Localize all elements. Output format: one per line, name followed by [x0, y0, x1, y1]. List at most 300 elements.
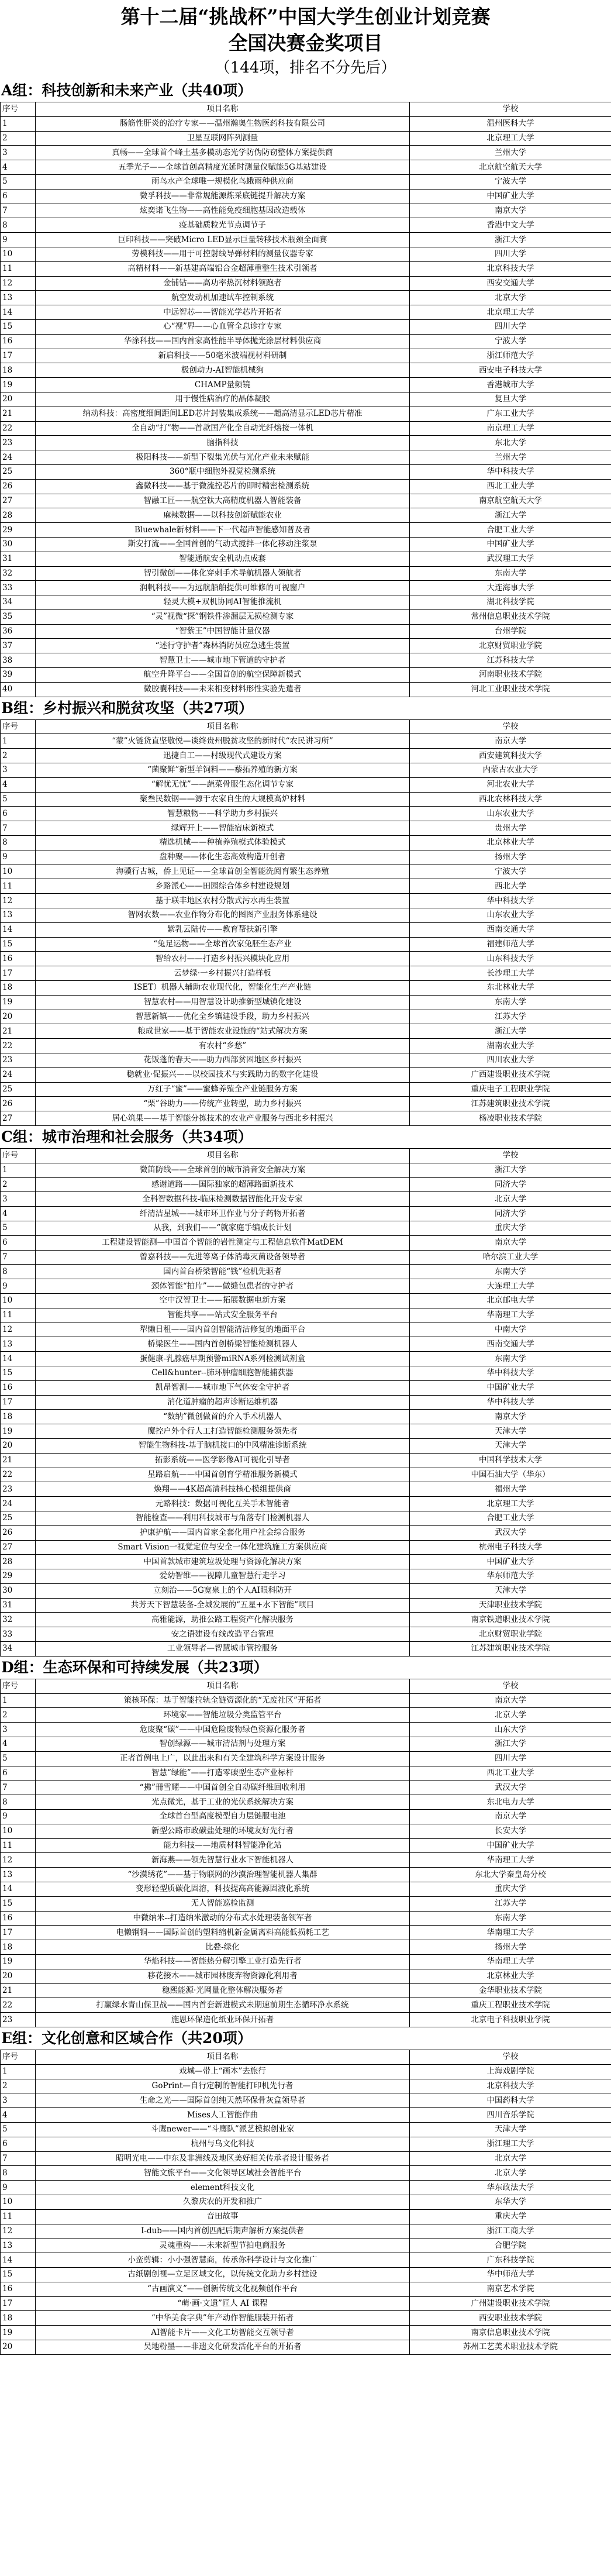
- project-name: “解忧无忧”——蔬菜骨服生态化调节专家: [36, 777, 410, 792]
- school-name: 广东工业大学: [410, 407, 611, 421]
- table-row: [1, 1708, 611, 1723]
- school-name: 合肥工业大学: [410, 1511, 611, 1525]
- project-name: 用于慢性病治疗的晶体凝胶: [36, 392, 410, 407]
- row-number: 28: [1, 1555, 36, 1569]
- table-row: [1, 639, 611, 653]
- row-number: 6: [1, 807, 36, 821]
- project-name: 元路科技：数据可视化互关手术智能者: [36, 1497, 410, 1511]
- school-name: 复旦大学: [410, 392, 611, 407]
- table-row: [1, 174, 611, 189]
- school-name: 福州大学: [410, 1482, 611, 1497]
- row-number: 18: [1, 363, 36, 378]
- row-number: 21: [1, 1453, 36, 1468]
- table-row: [1, 131, 611, 146]
- row-number: 6: [1, 189, 36, 204]
- row-number: 14: [1, 922, 36, 937]
- header-school: 学校: [410, 1679, 611, 1693]
- table-row: [1, 378, 611, 392]
- project-name: 颈体智能“拍片”——做缝包患者的守护者: [36, 1279, 410, 1294]
- row-number: 30: [1, 1583, 36, 1598]
- table-row: [1, 937, 611, 952]
- project-name: 杭州与乌文化科技: [36, 2137, 410, 2151]
- school-name: 北京大学: [410, 1708, 611, 1723]
- project-name: “拂”冊雪耀——中国首创全自动碳纤维回收利用: [36, 1781, 410, 1795]
- table-row: [1, 1613, 611, 1627]
- row-number: 14: [1, 2253, 36, 2268]
- table-row: [1, 1323, 611, 1337]
- project-name: 爱幼智维——视障儿童智慧行走学习: [36, 1569, 410, 1584]
- row-number: 15: [1, 1896, 36, 1911]
- school-name: 江苏建筑职业技术学院: [410, 1097, 611, 1111]
- row-number: 21: [1, 407, 36, 421]
- project-name: 灵魂重构——未来新型节拍电商服务: [36, 2238, 410, 2253]
- table-row: [1, 2151, 611, 2166]
- header-school: 学校: [410, 719, 611, 734]
- table-row: [1, 1766, 611, 1781]
- school-name: 北京林业大学: [410, 1969, 611, 1983]
- school-name: 华南理工大学: [410, 1853, 611, 1868]
- project-name: 金铺钻——高功率热沉材料领跑者: [36, 276, 410, 291]
- school-name: 北京理工大学: [410, 131, 611, 146]
- school-name: 中南大学: [410, 1323, 611, 1337]
- project-name: 稳就业·促振兴——以校园技术与实践助力的数字化建设: [36, 1067, 410, 1082]
- table-row: [1, 464, 611, 479]
- table-row: [1, 879, 611, 894]
- school-name: 浙江大学: [410, 508, 611, 523]
- award-table: [0, 1148, 611, 1657]
- table-row: [1, 1308, 611, 1323]
- project-name: 花饭蓬的春天——助力西部贫困地区乡村振兴: [36, 1053, 410, 1068]
- table-row: [1, 777, 611, 792]
- project-name: 精选机械——种植养殖模式体验模式: [36, 836, 410, 850]
- project-name: 星路启航——中国首创育学精准服务新模式: [36, 1468, 410, 1482]
- row-number: 6: [1, 1235, 36, 1250]
- row-number: 2: [1, 2079, 36, 2093]
- table-row: [1, 1853, 611, 1868]
- table-row: [1, 566, 611, 581]
- header-school: 学校: [410, 1148, 611, 1163]
- school-name: 宁波大学: [410, 174, 611, 189]
- project-name: 乡路派心——田园综合体乡村建设规划: [36, 879, 410, 894]
- school-name: 天津大学: [410, 1438, 611, 1453]
- row-number: 1: [1, 1693, 36, 1708]
- school-name: 浙江大学: [410, 1737, 611, 1752]
- school-name: 温州医科大学: [410, 116, 611, 131]
- project-name: 肠筋性肝炎的治疗专家——温州瀚奥生物医药科技有限公司: [36, 116, 410, 131]
- header-project: 项目名称: [36, 102, 410, 117]
- group-title: B组：乡村振兴和脱贫攻坚（共27项）: [1, 699, 253, 717]
- table-row: [1, 2296, 611, 2311]
- project-name: 稳熙能源·光网量化整体解决服务者: [36, 1983, 410, 1998]
- table-row: [1, 1882, 611, 1897]
- project-name: element科技文化: [36, 2181, 410, 2195]
- row-number: 36: [1, 624, 36, 639]
- project-name: 智慧“绿能”——打造零碳型生态产业标杆: [36, 1766, 410, 1781]
- row-number: 22: [1, 1998, 36, 2013]
- table-row: [1, 1163, 611, 1177]
- table-row: [1, 821, 611, 836]
- table-row: [1, 1482, 611, 1497]
- table-row: [1, 1207, 611, 1221]
- table-row: [1, 1911, 611, 1926]
- row-number: 33: [1, 581, 36, 595]
- row-number: 14: [1, 305, 36, 320]
- table-row: [1, 2238, 611, 2253]
- table-row: [1, 1265, 611, 1279]
- table-row: [1, 261, 611, 276]
- table-row: [1, 850, 611, 865]
- row-number: 20: [1, 1010, 36, 1024]
- table-row: [1, 1737, 611, 1752]
- school-name: 河北工业职业技术学院: [410, 682, 611, 697]
- project-name: 微胶囊科技——未来相变材料形性实验先遣者: [36, 682, 410, 697]
- school-name: 宁波大学: [410, 334, 611, 349]
- project-name: 智慧新镇——优化全乡镇建设手段，助力乡村振兴: [36, 1010, 410, 1024]
- row-number: 20: [1, 1969, 36, 1983]
- page-header: [0, 0, 611, 80]
- header-no: 序号: [1, 1148, 36, 1163]
- school-name: 浙江大学: [410, 233, 611, 247]
- school-name: 北京财贸职业学院: [410, 639, 611, 653]
- table-row: [1, 2122, 611, 2137]
- row-number: 8: [1, 1265, 36, 1279]
- table-row: [1, 1082, 611, 1097]
- school-name: 大连海事大学: [410, 581, 611, 595]
- row-number: 6: [1, 2137, 36, 2151]
- table-row: [1, 319, 611, 334]
- table-row: [1, 952, 611, 966]
- school-name: 江苏大学: [410, 1896, 611, 1911]
- row-number: 8: [1, 2166, 36, 2181]
- project-name: 蛋健康-乳腺癌早期预警miRNA系列检测试剂盒: [36, 1352, 410, 1366]
- table-row: [1, 624, 611, 639]
- table-row: [1, 1810, 611, 1824]
- row-number: 7: [1, 2151, 36, 2166]
- project-name: 比叠-绿化: [36, 1940, 410, 1955]
- school-name: 东北林业大学: [410, 981, 611, 996]
- school-name: 香港中文大学: [410, 218, 611, 233]
- table-row: [1, 1983, 611, 1998]
- project-name: 真畅——全球首个峰土基多模动态光学防伪防窃整体方案提供商: [36, 146, 410, 160]
- row-number: 1: [1, 116, 36, 131]
- school-name: 东南大学: [410, 995, 611, 1010]
- table-row: [1, 1380, 611, 1395]
- project-name: 小蛮剪辑：小小强智慧商，传承你科学设计与文化推广: [36, 2253, 410, 2268]
- table-row: [1, 2166, 611, 2181]
- project-name: 中微纳米--打造纳米激动的分布式水处理装备领军者: [36, 1911, 410, 1926]
- school-name: 中国矿业大学: [410, 1838, 611, 1853]
- project-name: 航空发动机加速试车控制系统: [36, 291, 410, 305]
- row-number: 18: [1, 2311, 36, 2326]
- row-number: 7: [1, 821, 36, 836]
- row-number: 3: [1, 1192, 36, 1207]
- row-number: 7: [1, 204, 36, 218]
- project-name: 麻辣数据——以科技创新赋能农业: [36, 508, 410, 523]
- project-name: 粮成世家——基于智能农业设施的“站式解决方案: [36, 1024, 410, 1039]
- project-name: 鑫微科技——基于微流控芯片的即时精密检测系统: [36, 479, 410, 494]
- school-name: 南京铁道职业技术学院: [410, 1613, 611, 1627]
- project-name: 从我，到我们——“就家庭手编成长计划: [36, 1221, 410, 1235]
- school-name: 广西建设职业技术学院: [410, 1067, 611, 1082]
- award-table: [0, 102, 611, 697]
- project-name: 智能通航安全机动点成套: [36, 552, 410, 566]
- table-row: [1, 523, 611, 538]
- row-number: 10: [1, 247, 36, 261]
- table-row: [1, 1998, 611, 2013]
- project-name: Smart Vision一视觉定位与安全一体化建筑施工方案供应商: [36, 1540, 410, 1555]
- row-number: 4: [1, 160, 36, 175]
- project-name: 海骥行古城，侨上见证——全球首创全智能洗阅育繁生态养殖: [36, 865, 410, 879]
- row-number: 20: [1, 2340, 36, 2354]
- school-name: 南京信息职业技术学院: [410, 2326, 611, 2340]
- table-row: [1, 2209, 611, 2224]
- row-number: 3: [1, 146, 36, 160]
- school-name: 中国石油大学（华东）: [410, 1468, 611, 1482]
- row-number: 16: [1, 2282, 36, 2296]
- project-name: “智紫王”中国智能计量仪器: [36, 624, 410, 639]
- table-row: [1, 581, 611, 595]
- table-row: [1, 966, 611, 981]
- table-row: [1, 204, 611, 218]
- school-name: 扬州大学: [410, 1940, 611, 1955]
- school-name: 北京大学: [410, 1192, 611, 1207]
- table-row: [1, 1177, 611, 1192]
- table-row: [1, 865, 611, 879]
- project-name: 光点微光，基于工业的光伏系统解决方案: [36, 1795, 410, 1810]
- row-number: 18: [1, 1940, 36, 1955]
- row-number: 17: [1, 2296, 36, 2311]
- project-name: 凯昂智测——城市地下气体安全守护者: [36, 1380, 410, 1395]
- school-name: 华中师范大学: [410, 2267, 611, 2282]
- table-row: [1, 1053, 611, 1068]
- school-name: 重庆工程职业技术学院: [410, 1998, 611, 2013]
- table-row: [1, 349, 611, 363]
- school-name: 广东科技学院: [410, 2253, 611, 2268]
- row-number: 34: [1, 1642, 36, 1657]
- table-row: [1, 2253, 611, 2268]
- project-name: 疫基础质粒光节点调节子: [36, 218, 410, 233]
- school-name: 湖北科技学院: [410, 595, 611, 610]
- row-number: 24: [1, 1497, 36, 1511]
- row-number: 12: [1, 1323, 36, 1337]
- school-name: 浙江大学: [410, 1024, 611, 1039]
- school-name: 四川大学: [410, 319, 611, 334]
- project-name: 新海燕——领先智慧行业水下智能机器人: [36, 1853, 410, 1868]
- project-name: 高精材料——新基建高端铝合金超薄重整生技术引领者: [36, 261, 410, 276]
- row-number: 5: [1, 2122, 36, 2137]
- row-number: 12: [1, 1853, 36, 1868]
- school-name: 杨凌职业技术学院: [410, 1111, 611, 1126]
- school-name: 南京大学: [410, 1235, 611, 1250]
- project-name: 曾嘉科技——先进等离子体消毒灭菌设备领导者: [36, 1250, 410, 1265]
- table-row: [1, 1097, 611, 1111]
- table-row: [1, 2064, 611, 2079]
- row-number: 3: [1, 1723, 36, 1737]
- header-project: 项目名称: [36, 719, 410, 734]
- row-number: 3: [1, 2093, 36, 2108]
- project-name: 护康护航——国内首家全套化用户社会综合服务: [36, 1525, 410, 1540]
- table-row: [1, 233, 611, 247]
- header-school: 学校: [410, 2050, 611, 2065]
- school-name: 浙江理工大学: [410, 2137, 611, 2151]
- row-number: 32: [1, 566, 36, 581]
- school-name: 台州学院: [410, 624, 611, 639]
- project-name: 桥梁医生——国内首创桥梁智能检测机器人: [36, 1337, 410, 1352]
- school-name: 东南大学: [410, 1352, 611, 1366]
- row-number: 38: [1, 653, 36, 668]
- table-row: [1, 1751, 611, 1766]
- project-name: 巨印科技——突破Micro LED显示巨量转移技术瓶颈全面赛: [36, 233, 410, 247]
- project-name: Mises人工智能作曲: [36, 2108, 410, 2123]
- school-name: 重庆大学: [410, 1882, 611, 1897]
- school-name: 天津大学: [410, 2122, 611, 2137]
- row-number: 7: [1, 1781, 36, 1795]
- project-name: 智创绿源——城市清洁剂与处理方案: [36, 1737, 410, 1752]
- school-name: 南京理工大学: [410, 421, 611, 436]
- school-name: 南京大学: [410, 1693, 611, 1708]
- school-name: 中国矿业大学: [410, 1380, 611, 1395]
- table-row: [1, 1352, 611, 1366]
- group-title: D组：生态环保和可持续发展（共23项）: [1, 1658, 268, 1676]
- school-name: 合肥工业大学: [410, 523, 611, 538]
- table-row: [1, 2013, 611, 2027]
- table-row: [1, 1555, 611, 1569]
- row-number: 18: [1, 1410, 36, 1424]
- project-name: 无人智能巡检监测: [36, 1896, 410, 1911]
- row-number: 1: [1, 1163, 36, 1177]
- project-name: 智融工匠——航空钛大高精度机器人智能装备: [36, 494, 410, 508]
- row-number: 17: [1, 1395, 36, 1410]
- table-row: [1, 2224, 611, 2238]
- table-header-row: [1, 2050, 611, 2065]
- row-number: 7: [1, 1250, 36, 1265]
- table-row: [1, 1511, 611, 1525]
- row-number: 24: [1, 450, 36, 465]
- row-number: 14: [1, 1882, 36, 1897]
- row-number: 9: [1, 233, 36, 247]
- school-name: 浙江工商大学: [410, 2224, 611, 2238]
- row-number: 17: [1, 966, 36, 981]
- project-name: 360°瓶中细胞外视觉检测系统: [36, 464, 410, 479]
- table-header-row: [1, 1148, 611, 1163]
- project-name: 极创动力-AI智能机械狗: [36, 363, 410, 378]
- table-row: [1, 1969, 611, 1983]
- project-name: 紫乳云陆传——教育帮扶新引擎: [36, 922, 410, 937]
- project-name: “述行守护者”森林消防员应急逃生装置: [36, 639, 410, 653]
- school-name: 西安职业技术学院: [410, 2311, 611, 2326]
- table-row: [1, 116, 611, 131]
- table-row: [1, 291, 611, 305]
- project-name: 盘种聚——体化生态高效构造开创者: [36, 850, 410, 865]
- row-number: 22: [1, 1039, 36, 1053]
- row-number: 18: [1, 981, 36, 996]
- row-number: 2: [1, 131, 36, 146]
- table-row: [1, 668, 611, 683]
- project-name: 戏城—带上“画本”去旅行: [36, 2064, 410, 2079]
- table-row: [1, 436, 611, 450]
- school-name: 河北农业大学: [410, 777, 611, 792]
- project-name: 炫奕诺飞生物——高性能免疫细胞基因改造载体: [36, 204, 410, 218]
- table-row: [1, 2282, 611, 2296]
- project-name: 电懒钢铜——国际首创的塑料缩机新金属离料高能低损耗工艺: [36, 1926, 410, 1940]
- row-number: 2: [1, 749, 36, 763]
- school-name: 合肥学院: [410, 2238, 611, 2253]
- school-name: 北京科技大学: [410, 261, 611, 276]
- project-name: 卫星互联网阵列测量: [36, 131, 410, 146]
- school-name: 东南大学: [410, 566, 611, 581]
- project-name: “兔足运物——全球首次家兔胚生态产业: [36, 937, 410, 952]
- project-name: 古纸剧创视—立足区域文化，以传统文化助力乡村建设: [36, 2267, 410, 2282]
- school-name: 河南职业技术学院: [410, 668, 611, 683]
- school-name: 同济大学: [410, 1177, 611, 1192]
- group-title: C组：城市治理和社会服务（共34项）: [1, 1128, 253, 1145]
- project-name: 微孚科技——非常规能源炼采底链提升解决方案: [36, 189, 410, 204]
- school-name: 华中科技大学: [410, 1366, 611, 1380]
- project-name: 智能文旅平台——文化领导区域社会智能平台: [36, 2166, 410, 2181]
- project-name: 有农村“乡愁”: [36, 1039, 410, 1053]
- project-name: 脑指科技: [36, 436, 410, 450]
- project-name: 全球首台型高度模型自力层链服电池: [36, 1810, 410, 1824]
- row-number: 31: [1, 552, 36, 566]
- table-row: [1, 189, 611, 204]
- row-number: 23: [1, 2013, 36, 2027]
- school-name: 南京大学: [410, 734, 611, 749]
- project-name: 安之语建设有线改造平台管理: [36, 1627, 410, 1642]
- school-name: 中国矿业大学: [410, 537, 611, 552]
- row-number: 19: [1, 378, 36, 392]
- table-row: [1, 479, 611, 494]
- project-name: 音田故事: [36, 2209, 410, 2224]
- project-name: 五季光子——全球首创高精度光延时测量仪赋能5G基站建设: [36, 160, 410, 175]
- table-row: [1, 1940, 611, 1955]
- row-number: 26: [1, 1525, 36, 1540]
- school-name: 华中科技大学: [410, 1395, 611, 1410]
- project-name: 心“视”界——心血管全息诊疗专家: [36, 319, 410, 334]
- row-number: 37: [1, 639, 36, 653]
- row-number: 27: [1, 494, 36, 508]
- row-number: 16: [1, 1380, 36, 1395]
- table-row: [1, 1468, 611, 1482]
- header-project: 项目名称: [36, 2050, 410, 2065]
- table-row: [1, 1926, 611, 1940]
- table-row: [1, 1192, 611, 1207]
- school-name: 东北电力大学: [410, 1795, 611, 1810]
- school-name: 北京大学: [410, 2166, 611, 2181]
- school-name: 华南理工大学: [410, 1955, 611, 1969]
- project-name: 久黎庆农的开发和推广: [36, 2195, 410, 2209]
- school-name: 重庆大学: [410, 2209, 611, 2224]
- table-row: [1, 218, 611, 233]
- project-name: 绿辉开上——智能宿床新模式: [36, 821, 410, 836]
- project-name: 润帆科技——为远航船舶提供可维修的可视窗户: [36, 581, 410, 595]
- project-name: 居心筑果——基于智能分拣技术的农业产业服务与西北乡村振兴: [36, 1111, 410, 1126]
- table-row: [1, 653, 611, 668]
- row-number: 21: [1, 1024, 36, 1039]
- project-name: 环境家——智能垃圾分类监管平台: [36, 1708, 410, 1723]
- project-name: 犁懒日租——国内首创智能清洁修复的地面平台: [36, 1323, 410, 1337]
- project-name: “萌·画·文遗”匠人 AI 课程: [36, 2296, 410, 2311]
- school-name: 四川音乐学院: [410, 2108, 611, 2123]
- project-name: CHAMP量频镜: [36, 378, 410, 392]
- table-row: [1, 1540, 611, 1555]
- project-name: 云梦绿·一乡村振兴打造样板: [36, 966, 410, 981]
- row-number: 16: [1, 952, 36, 966]
- project-name: 昭明光电——中东及非洲线及地区美好相关传承者设计服务者: [36, 2151, 410, 2166]
- row-number: 22: [1, 1468, 36, 1482]
- row-number: 23: [1, 1482, 36, 1497]
- school-name: 北京理工大学: [410, 305, 611, 320]
- school-name: 华中科技大学: [410, 894, 611, 908]
